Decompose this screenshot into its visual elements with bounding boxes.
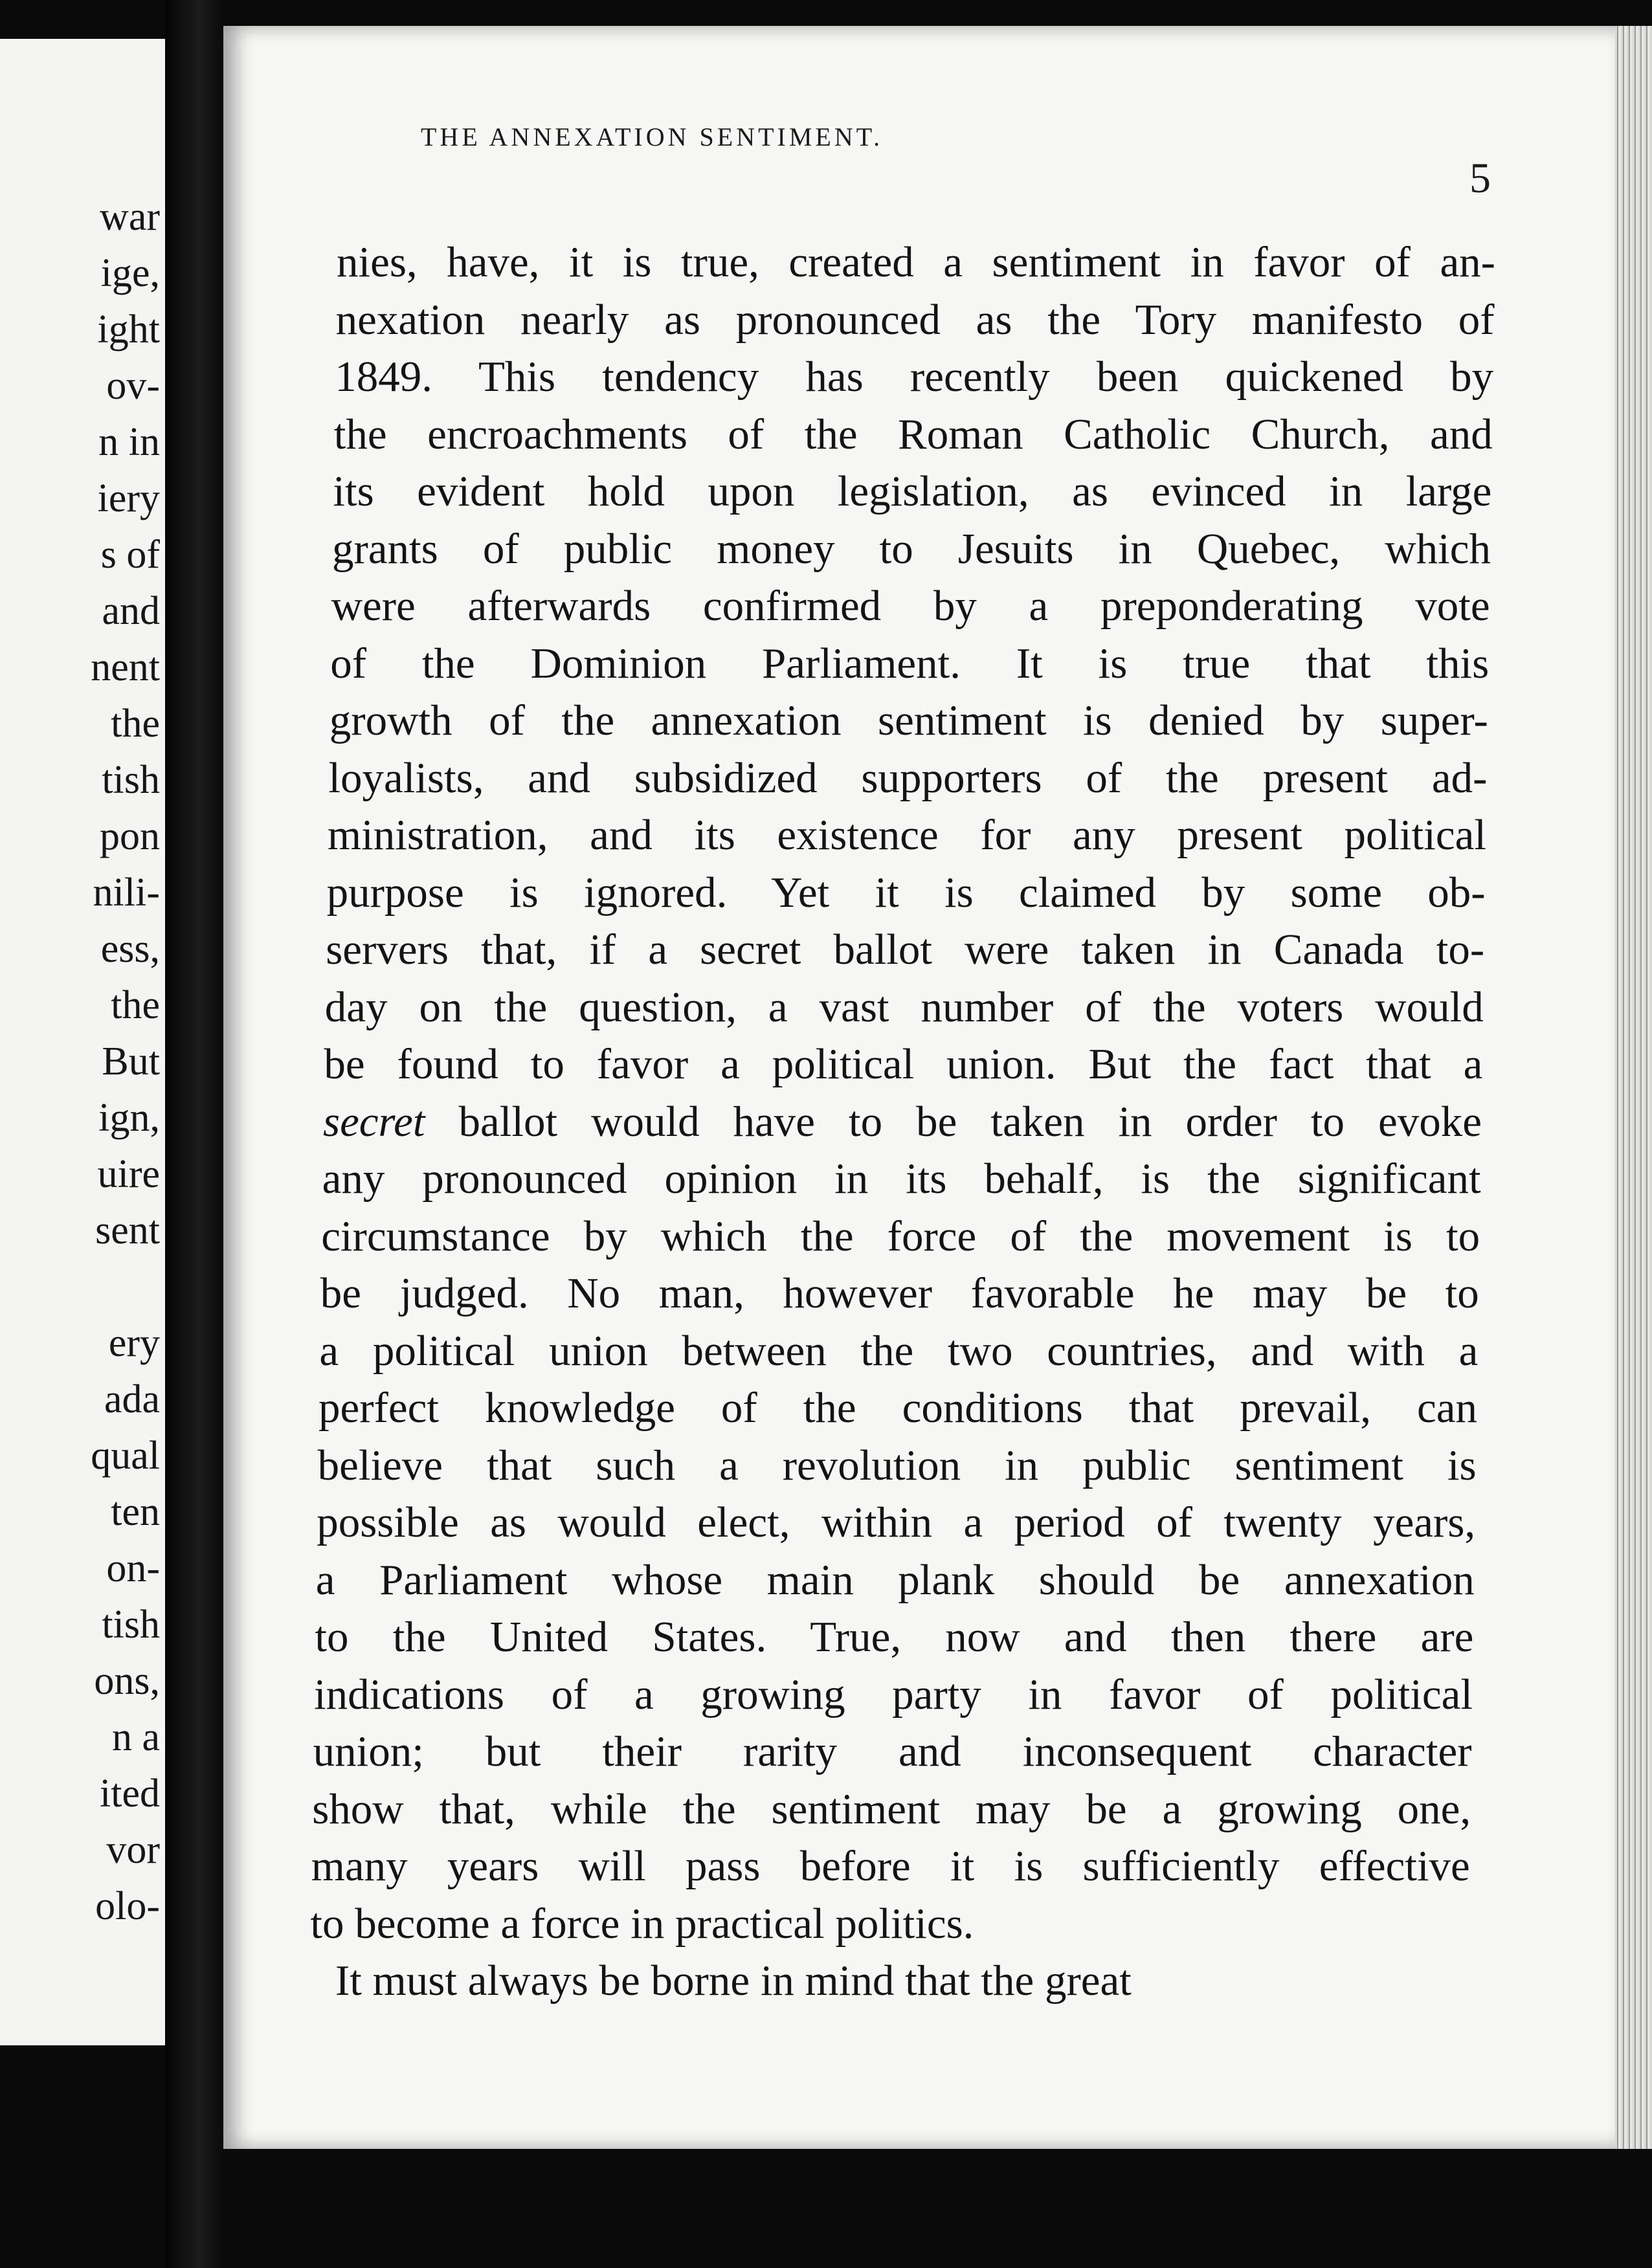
left-page-line: olo- xyxy=(95,1884,160,1928)
left-page-line: ign, xyxy=(98,1096,160,1140)
body-line: perfect knowledge of the conditions that prevail, can xyxy=(318,1384,1477,1432)
left-page-line: ov- xyxy=(106,364,160,408)
left-page-line: nili- xyxy=(93,871,160,915)
body-line: of the Dominion Parliament. It is true that this xyxy=(330,639,1490,687)
body-line: 1849. This tendency has recently been quickened by xyxy=(335,353,1494,401)
body-line: day on the question, a vast number of the voters would xyxy=(324,983,1484,1031)
body-line: servers that, if a secret ballot were taken in Canada to- xyxy=(326,926,1485,973)
left-page-line: n a xyxy=(111,1715,160,1759)
left-page-line: nent xyxy=(91,645,160,689)
left-page-line: uire xyxy=(97,1152,160,1196)
body-line: loyalists, and subsidized supporters of the present ad- xyxy=(328,753,1488,802)
body-line: It must always be borne in mind that the great xyxy=(335,1957,1132,2005)
body-line: show that, while the sentiment may be a growing one, xyxy=(312,1784,1471,1833)
left-page-line: ight xyxy=(97,307,160,351)
left-page-line: ess, xyxy=(100,927,160,971)
left-page-line: tish xyxy=(102,1603,160,1647)
left-page-line: the xyxy=(111,983,160,1027)
left-page-line: ery xyxy=(108,1321,160,1365)
left-page-line: vor xyxy=(106,1828,160,1872)
body-line: its evident hold upon legislation, as evinced in large xyxy=(333,467,1492,515)
body-line: possible as would elect, within a period of twenty years, xyxy=(317,1498,1476,1546)
body-line: to become a force in practical politics. xyxy=(310,1899,974,1948)
body-line: indications of a growing party in favor of political xyxy=(314,1670,1473,1718)
page-number: 5 xyxy=(1469,155,1491,202)
body-line: be judged. No man, however favorable he may be to xyxy=(320,1269,1479,1317)
running-header: THE ANNEXATION SENTIMENT. xyxy=(421,122,884,151)
body-line: ministration, and its existence for any present political xyxy=(328,811,1486,859)
body-line: circumstance by which the force of the movement is to xyxy=(321,1212,1480,1260)
body-line: nexation nearly as pronounced as the Tory manifesto of xyxy=(335,295,1495,344)
left-page-line: war xyxy=(100,195,160,239)
left-page-line: But xyxy=(102,1040,160,1084)
body-line: believe that such a revolution in public sentiment is xyxy=(317,1441,1477,1489)
body-line: a political union between the two countries, and with a xyxy=(319,1326,1479,1375)
left-page-line: sent xyxy=(95,1208,160,1252)
body-line: were afterwards confirmed by a preponderating vote xyxy=(331,582,1490,630)
body-line: be found to favor a political union. But the fact that a xyxy=(324,1040,1483,1088)
left-page-line: ons, xyxy=(94,1659,160,1703)
body-line: many years will pass before it is sufficiently effective xyxy=(311,1842,1470,1890)
left-page-line: iery xyxy=(97,476,160,520)
body-line: secret ballot would have to be taken in order to evoke xyxy=(323,1097,1482,1146)
body-line: nies, have, it is true, created a sentiment in favor of an- xyxy=(337,238,1495,286)
left-page-line: ited xyxy=(100,1772,160,1816)
body-line: grants of public money to Jesuits in Quebec, which xyxy=(332,524,1491,573)
left-page-line: on- xyxy=(106,1546,160,1590)
body-line: purpose is ignored. Yet it is claimed by some ob- xyxy=(326,868,1486,917)
left-page-fragment xyxy=(0,39,178,2045)
left-page-line: ten xyxy=(111,1490,160,1534)
left-page-line: n in xyxy=(98,420,160,464)
left-page-line: the xyxy=(111,702,160,746)
left-page-line: s of xyxy=(100,533,160,577)
left-page-line: qual xyxy=(91,1434,160,1478)
body-line: a Parliament whose main plank should be annexation xyxy=(315,1555,1475,1604)
body-line: the encroachments of the Roman Catholic Church, and xyxy=(333,410,1493,458)
body-line: union; but their rarity and inconsequent character xyxy=(313,1728,1472,1775)
body-line: growth of the annexation sentiment is denied by super- xyxy=(329,696,1488,744)
book-gutter xyxy=(165,0,223,2268)
body-line: any pronounced opinion in its behalf, is the significant xyxy=(322,1155,1481,1203)
page-stack-edge xyxy=(1615,26,1652,2149)
italic-word: secret xyxy=(323,1097,425,1146)
body-line: to the United States. True, now and then there are xyxy=(315,1613,1474,1661)
left-page-line: ada xyxy=(104,1377,160,1421)
left-page-line: tish xyxy=(102,758,160,802)
left-page-line: and xyxy=(102,589,160,633)
left-page-line: ige, xyxy=(100,251,160,295)
left-page-line: pon xyxy=(100,814,160,858)
